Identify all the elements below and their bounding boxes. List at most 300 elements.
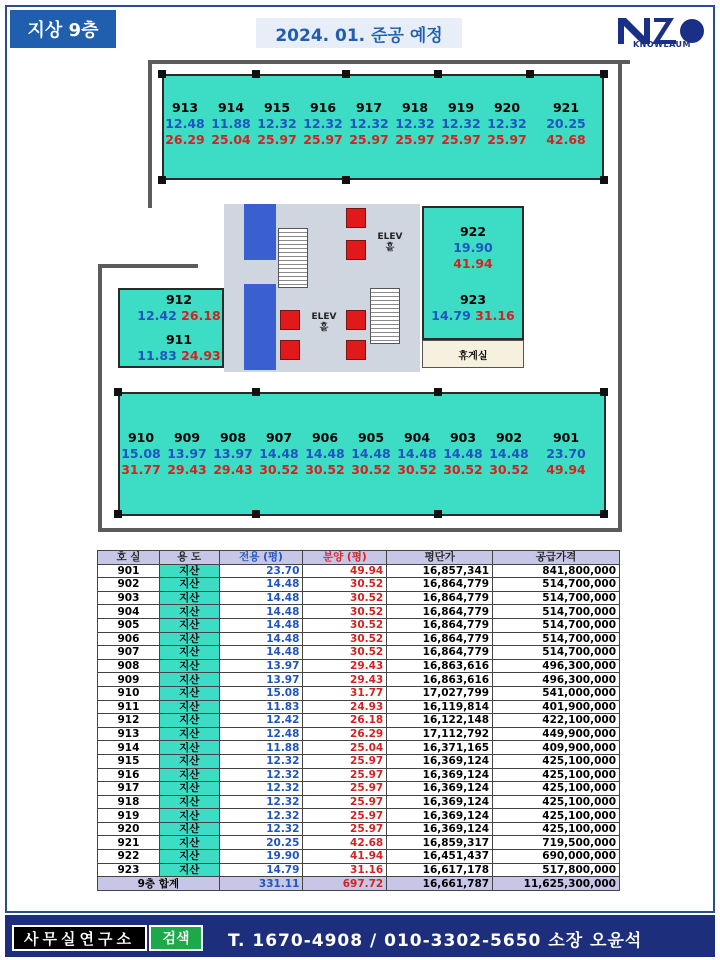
stairs: [278, 228, 308, 288]
unit-supply-area: 24.93: [181, 348, 221, 363]
wall: [98, 264, 198, 268]
floor-plan: [96, 58, 630, 534]
cell-unit-price: 16,369,124: [387, 768, 493, 782]
unit-exclusive-area: 14.48: [259, 446, 299, 461]
unit-number: 905: [357, 430, 385, 445]
cell-price: 514,700,000: [493, 578, 620, 592]
unit-number: 917: [355, 100, 383, 115]
unit-supply-area: 30.52: [259, 462, 299, 477]
pillar: [600, 70, 608, 78]
elev-hall-label: ELEV 홀: [377, 232, 403, 253]
cell-unit: 904: [98, 605, 160, 619]
table-row: [98, 659, 620, 673]
unit-supply-area: 41.94: [453, 256, 493, 271]
unit-supply-area: 31.77: [121, 462, 161, 477]
unit-exclusive-area: 14.48: [489, 446, 529, 461]
cell-supply: 30.52: [303, 646, 387, 660]
cell-supply: 30.52: [303, 632, 387, 646]
table-row: [98, 795, 620, 809]
cell-use: 지산: [159, 714, 219, 728]
unit-supply-area: 29.43: [167, 462, 207, 477]
pillar: [600, 388, 608, 396]
cell-supply: 30.52: [303, 605, 387, 619]
cell-supply: 30.52: [303, 591, 387, 605]
cell-use: 지산: [159, 673, 219, 687]
unit-exclusive-area: 12.42: [137, 308, 177, 323]
cell-exclusive: 14.48: [219, 591, 303, 605]
total-unit-price: 16,661,787: [387, 877, 493, 891]
table-row: [98, 863, 620, 877]
unit-number: 902: [495, 430, 523, 445]
cell-exclusive: 13.97: [219, 659, 303, 673]
table-row: [98, 836, 620, 850]
cell-unit: 913: [98, 727, 160, 741]
unit-number: 910: [127, 430, 155, 445]
unit-label-901: [536, 430, 596, 478]
cell-use: 지산: [159, 646, 219, 660]
unit-label-916: [300, 100, 346, 148]
total-label: 9층 합계: [98, 877, 220, 891]
cell-unit: 915: [98, 754, 160, 768]
cell-exclusive: 14.48: [219, 618, 303, 632]
table-row: [98, 618, 620, 632]
cell-price: 422,100,000: [493, 714, 620, 728]
unit-supply-area: 26.18: [181, 308, 221, 323]
cell-use: 지산: [159, 809, 219, 823]
cell-unit-price: 16,863,616: [387, 673, 493, 687]
unit-number: 915: [263, 100, 291, 115]
cell-unit-price: 16,371,165: [387, 741, 493, 755]
wall: [148, 60, 152, 208]
unit-number: 901: [552, 430, 580, 445]
pillar: [434, 70, 442, 78]
cell-exclusive: 23.70: [219, 564, 303, 578]
cell-price: 425,100,000: [493, 768, 620, 782]
pillar: [342, 70, 350, 78]
logo-wordmark: KNOWLAUM: [632, 40, 692, 49]
cell-unit-price: 16,617,178: [387, 863, 493, 877]
unit-label-903: [440, 430, 486, 478]
cell-exclusive: 12.48: [219, 727, 303, 741]
cell-unit-price: 16,864,779: [387, 591, 493, 605]
pillar: [158, 176, 166, 184]
cell-supply: 26.29: [303, 727, 387, 741]
cell-exclusive: 12.32: [219, 754, 303, 768]
unit-supply-area: 25.97: [395, 132, 435, 147]
unit-supply-area: 31.16: [475, 308, 515, 323]
elevator: [346, 240, 366, 260]
table-row: [98, 700, 620, 714]
office-search-keyword: 사무실연구소: [12, 925, 147, 951]
unit-number: 907: [265, 430, 293, 445]
unit-supply-area: 30.52: [489, 462, 529, 477]
col-header-exclusive: 전용 (평): [219, 551, 303, 565]
unit-number: 906: [311, 430, 339, 445]
cell-unit: 920: [98, 822, 160, 836]
unit-supply-area: 25.97: [487, 132, 527, 147]
cell-supply: 41.94: [303, 850, 387, 864]
table-row: [98, 578, 620, 592]
cell-supply: 25.97: [303, 795, 387, 809]
cell-unit-price: 16,451,437: [387, 850, 493, 864]
pillar: [600, 176, 608, 184]
unit-exclusive-area: 12.32: [487, 116, 527, 131]
unit-number: 908: [219, 430, 247, 445]
cell-unit: 905: [98, 618, 160, 632]
cell-unit: 914: [98, 741, 160, 755]
unit-exclusive-area: 14.48: [443, 446, 483, 461]
cell-use: 지산: [159, 618, 219, 632]
cell-supply: 30.52: [303, 578, 387, 592]
cell-use: 지산: [159, 686, 219, 700]
unit-exclusive-area: 20.25: [546, 116, 586, 131]
table-row: [98, 632, 620, 646]
stairs: [370, 288, 400, 344]
elevator: [280, 340, 300, 360]
cell-unit-price: 16,369,124: [387, 795, 493, 809]
cell-use: 지산: [159, 578, 219, 592]
unit-label-922: [428, 224, 518, 272]
pillar: [434, 388, 442, 396]
pillar: [252, 70, 260, 78]
cell-price: 841,800,000: [493, 564, 620, 578]
cell-unit-price: 16,369,124: [387, 809, 493, 823]
cell-price: 425,100,000: [493, 795, 620, 809]
unit-exclusive-area: 12.32: [349, 116, 389, 131]
cell-price: 401,900,000: [493, 700, 620, 714]
cell-exclusive: 12.32: [219, 768, 303, 782]
unit-number: 918: [401, 100, 429, 115]
table-row: [98, 673, 620, 687]
unit-supply-area: 25.97: [303, 132, 343, 147]
unit-label-917: [346, 100, 392, 148]
unit-supply-area: 42.68: [546, 132, 586, 147]
cell-supply: 29.43: [303, 673, 387, 687]
wall: [98, 264, 102, 532]
unit-label-908: [210, 430, 256, 478]
cell-unit-price: 16,864,779: [387, 605, 493, 619]
unit-exclusive-area: 11.88: [211, 116, 251, 131]
cell-price: 409,900,000: [493, 741, 620, 755]
unit-exclusive-area: 14.48: [351, 446, 391, 461]
cell-unit-price: 16,369,124: [387, 822, 493, 836]
cell-exclusive: 12.42: [219, 714, 303, 728]
unit-exclusive-area: 12.32: [441, 116, 481, 131]
cell-unit-price: 16,864,779: [387, 646, 493, 660]
cell-supply: 25.04: [303, 741, 387, 755]
table-row: [98, 809, 620, 823]
cell-price: 541,000,000: [493, 686, 620, 700]
cell-price: 517,800,000: [493, 863, 620, 877]
cell-unit: 908: [98, 659, 160, 673]
table-row: [98, 768, 620, 782]
pillar: [158, 70, 166, 78]
table-row: [98, 714, 620, 728]
cell-unit-price: 17,112,792: [387, 727, 493, 741]
contact-info: T. 1670-4908 / 010-3302-5650 소장 오윤석: [228, 930, 643, 951]
cell-exclusive: 12.32: [219, 782, 303, 796]
total-supply: 697.72: [303, 877, 387, 891]
unit-exclusive-area: 11.83: [137, 348, 177, 363]
unit-supply-area: 30.52: [351, 462, 391, 477]
elevator: [280, 310, 300, 330]
cell-supply: 25.97: [303, 782, 387, 796]
unit-label-920: [484, 100, 530, 148]
unit-exclusive-area: 13.97: [213, 446, 253, 461]
table-row: [98, 646, 620, 660]
unit-number: 922: [459, 224, 487, 239]
cell-exclusive: 19.90: [219, 850, 303, 864]
cell-price: 514,700,000: [493, 632, 620, 646]
unit-label-905: [348, 430, 394, 478]
cell-use: 지산: [159, 659, 219, 673]
cell-exclusive: 20.25: [219, 836, 303, 850]
cell-unit-price: 16,864,779: [387, 578, 493, 592]
unit-number: 911: [165, 332, 193, 347]
pillar: [342, 176, 350, 184]
cell-price: 514,700,000: [493, 618, 620, 632]
cell-exclusive: 14.48: [219, 578, 303, 592]
unit-number: 909: [173, 430, 201, 445]
cell-use: 지산: [159, 782, 219, 796]
unit-label-915: [254, 100, 300, 148]
table-row: [98, 564, 620, 578]
cell-exclusive: 13.97: [219, 673, 303, 687]
cell-price: 514,700,000: [493, 591, 620, 605]
cell-price: 449,900,000: [493, 727, 620, 741]
cell-price: 496,300,000: [493, 673, 620, 687]
table-row: [98, 605, 620, 619]
unit-supply-area: 25.97: [349, 132, 389, 147]
unit-exclusive-area: 14.79: [431, 308, 471, 323]
cell-use: 지산: [159, 591, 219, 605]
elevator: [346, 208, 366, 228]
unit-label-906: [302, 430, 348, 478]
unit-number: 921: [552, 100, 580, 115]
cell-unit: 909: [98, 673, 160, 687]
shaft: [244, 284, 276, 370]
cell-unit: 917: [98, 782, 160, 796]
cell-unit: 906: [98, 632, 160, 646]
unit-exclusive-area: 14.48: [305, 446, 345, 461]
unit-label-914: [208, 100, 254, 148]
pillar: [114, 388, 122, 396]
pillar: [114, 510, 122, 518]
unit-exclusive-area: 12.32: [303, 116, 343, 131]
cell-use: 지산: [159, 863, 219, 877]
table-row: [98, 782, 620, 796]
unit-number: 923: [459, 292, 487, 307]
unit-number: 913: [171, 100, 199, 115]
unit-label-911: [134, 332, 224, 364]
cell-price: 719,500,000: [493, 836, 620, 850]
completion-date-badge: 2024. 01. 준공 예정: [256, 18, 462, 48]
cell-price: 496,300,000: [493, 659, 620, 673]
cell-supply: 42.68: [303, 836, 387, 850]
unit-label-923: [426, 292, 520, 324]
wall: [618, 60, 622, 208]
cell-use: 지산: [159, 632, 219, 646]
cell-unit: 919: [98, 809, 160, 823]
cell-price: 425,100,000: [493, 782, 620, 796]
table-header-row: [98, 551, 620, 565]
cell-unit-price: 16,122,148: [387, 714, 493, 728]
pillar: [526, 70, 534, 78]
cell-exclusive: 15.08: [219, 686, 303, 700]
cell-use: 지산: [159, 795, 219, 809]
unit-label-909: [164, 430, 210, 478]
cell-unit: 902: [98, 578, 160, 592]
cell-use: 지산: [159, 605, 219, 619]
shaft: [244, 204, 276, 260]
cell-use: 지산: [159, 754, 219, 768]
cell-exclusive: 14.79: [219, 863, 303, 877]
cell-unit: 918: [98, 795, 160, 809]
cell-use: 지산: [159, 564, 219, 578]
unit-exclusive-area: 12.32: [257, 116, 297, 131]
cell-price: 514,700,000: [493, 605, 620, 619]
pillar: [600, 510, 608, 518]
cell-unit-price: 16,119,814: [387, 700, 493, 714]
cell-supply: 25.97: [303, 768, 387, 782]
cell-exclusive: 14.48: [219, 632, 303, 646]
wall: [148, 60, 630, 64]
unit-label-919: [438, 100, 484, 148]
cell-supply: 49.94: [303, 564, 387, 578]
cell-unit: 922: [98, 850, 160, 864]
unit-number: 920: [493, 100, 521, 115]
cell-exclusive: 11.88: [219, 741, 303, 755]
cell-unit-price: 16,369,124: [387, 782, 493, 796]
cell-unit: 911: [98, 700, 160, 714]
table-row: [98, 850, 620, 864]
unit-supply-area: 49.94: [546, 462, 586, 477]
cell-unit: 923: [98, 863, 160, 877]
unit-exclusive-area: 19.90: [453, 240, 493, 255]
cell-price: 425,100,000: [493, 822, 620, 836]
unit-supply-area: 30.52: [397, 462, 437, 477]
cell-unit-price: 16,864,779: [387, 618, 493, 632]
unit-exclusive-area: 15.08: [121, 446, 161, 461]
cell-exclusive: 12.32: [219, 809, 303, 823]
unit-number: 912: [165, 292, 193, 307]
elevator: [346, 310, 366, 330]
unit-label-912: [134, 292, 224, 324]
unit-number: 903: [449, 430, 477, 445]
elevator: [346, 340, 366, 360]
cell-use: 지산: [159, 822, 219, 836]
cell-supply: 24.93: [303, 700, 387, 714]
cell-supply: 30.52: [303, 618, 387, 632]
cell-use: 지산: [159, 768, 219, 782]
cell-supply: 25.97: [303, 809, 387, 823]
cell-unit-price: 16,863,616: [387, 659, 493, 673]
table-row: [98, 822, 620, 836]
wall: [98, 528, 618, 532]
cell-supply: 29.43: [303, 659, 387, 673]
unit-number: 919: [447, 100, 475, 115]
col-header-total-price: 공급가격: [493, 551, 620, 565]
unit-exclusive-area: 13.97: [167, 446, 207, 461]
cell-use: 지산: [159, 727, 219, 741]
cell-exclusive: 11.83: [219, 700, 303, 714]
cell-supply: 25.97: [303, 754, 387, 768]
cell-unit-price: 16,859,317: [387, 836, 493, 850]
cell-exclusive: 12.32: [219, 795, 303, 809]
unit-label-921: [536, 100, 596, 148]
cell-supply: 31.16: [303, 863, 387, 877]
elev-hall-label: ELEV 홀: [311, 312, 337, 333]
cell-unit: 916: [98, 768, 160, 782]
table-total-row: [98, 877, 620, 891]
unit-exclusive-area: 23.70: [546, 446, 586, 461]
unit-label-902: [486, 430, 532, 478]
cell-use: 지산: [159, 700, 219, 714]
cell-use: 지산: [159, 836, 219, 850]
unit-label-918: [392, 100, 438, 148]
search-button[interactable]: 검색: [149, 925, 203, 951]
cell-price: 514,700,000: [493, 646, 620, 660]
col-header-unit: 호 실: [98, 551, 160, 565]
unit-exclusive-area: 14.48: [397, 446, 437, 461]
cell-exclusive: 14.48: [219, 605, 303, 619]
cell-unit: 907: [98, 646, 160, 660]
cell-unit-price: 16,369,124: [387, 754, 493, 768]
table-row: [98, 754, 620, 768]
unit-supply-area: 30.52: [305, 462, 345, 477]
rest-room: 휴게실: [422, 340, 524, 368]
unit-supply-area: 29.43: [213, 462, 253, 477]
unit-number: 914: [217, 100, 245, 115]
cell-price: 425,100,000: [493, 809, 620, 823]
col-header-use: 용 도: [159, 551, 219, 565]
total-price: 11,625,300,000: [493, 877, 620, 891]
cell-price: 690,000,000: [493, 850, 620, 864]
cell-unit: 903: [98, 591, 160, 605]
cell-unit: 901: [98, 564, 160, 578]
cell-supply: 31.77: [303, 686, 387, 700]
unit-label-907: [256, 430, 302, 478]
cell-supply: 25.97: [303, 822, 387, 836]
cell-unit-price: 17,027,799: [387, 686, 493, 700]
table-row: [98, 591, 620, 605]
table-row: [98, 686, 620, 700]
cell-unit-price: 16,857,341: [387, 564, 493, 578]
col-header-supply: 분양 (평): [303, 551, 387, 565]
cell-use: 지산: [159, 850, 219, 864]
cell-exclusive: 12.32: [219, 822, 303, 836]
cell-price: 425,100,000: [493, 754, 620, 768]
cell-unit: 921: [98, 836, 160, 850]
wall: [618, 208, 622, 532]
table-row: [98, 741, 620, 755]
unit-supply-area: 25.97: [441, 132, 481, 147]
unit-supply-area: 25.04: [211, 132, 251, 147]
unit-label-913: [162, 100, 208, 148]
unit-number: 904: [403, 430, 431, 445]
unit-supply-area: 30.52: [443, 462, 483, 477]
cell-unit: 910: [98, 686, 160, 700]
cell-supply: 26.18: [303, 714, 387, 728]
unit-supply-area: 25.97: [257, 132, 297, 147]
unit-number: 916: [309, 100, 337, 115]
unit-label-910: [118, 430, 164, 478]
cell-exclusive: 14.48: [219, 646, 303, 660]
floor-badge: 지상 9층: [10, 10, 116, 48]
unit-price-table: [97, 550, 620, 891]
pillar: [252, 388, 260, 396]
unit-exclusive-area: 12.32: [395, 116, 435, 131]
